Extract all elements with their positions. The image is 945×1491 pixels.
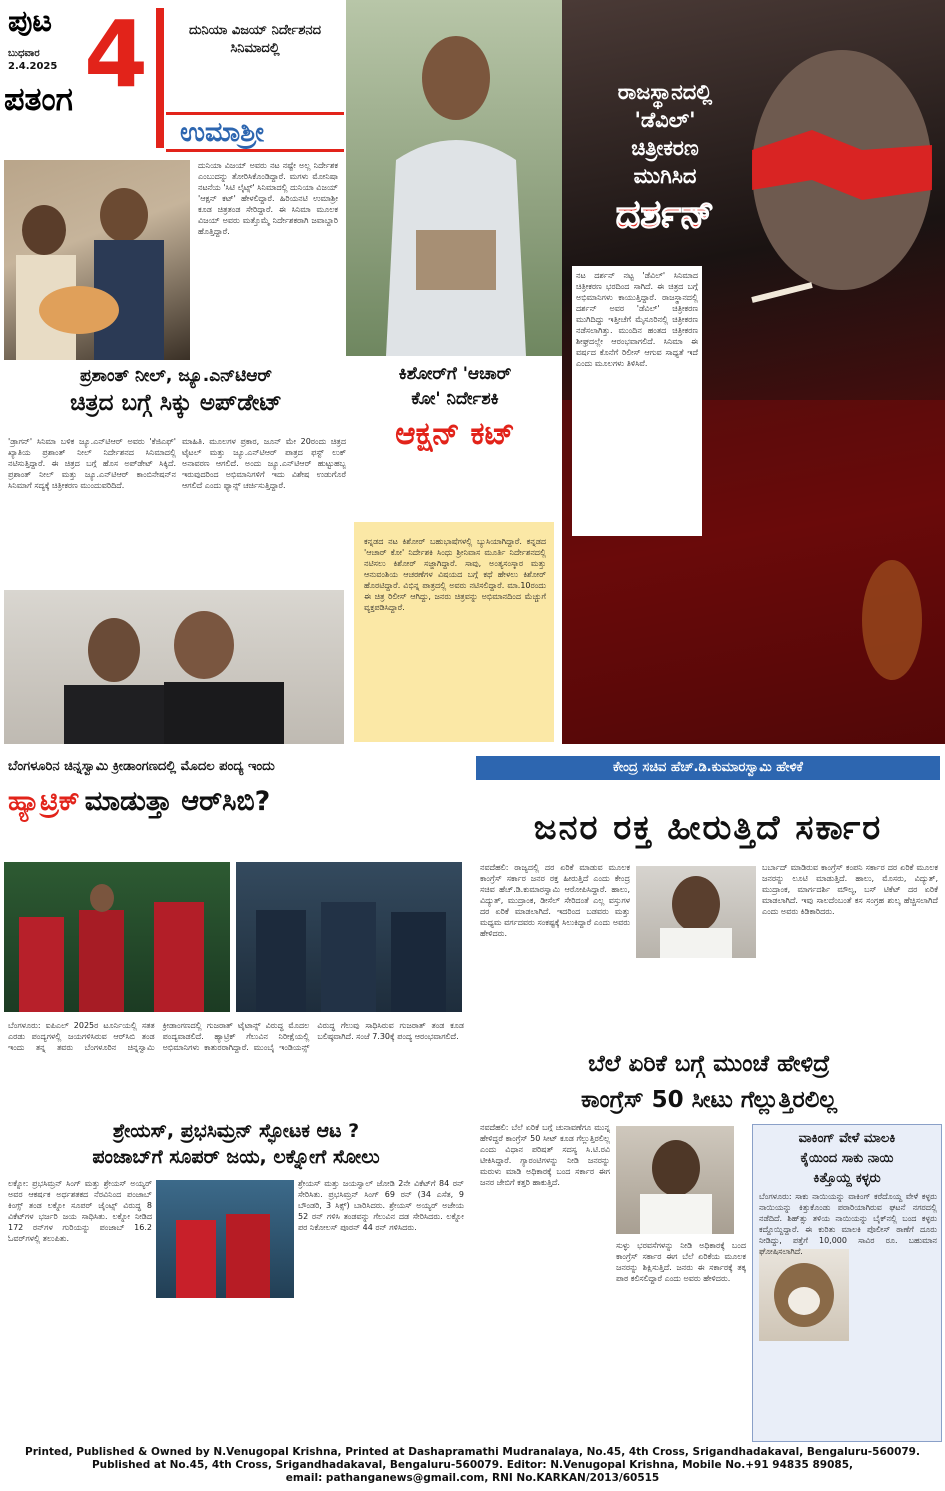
umashree-kicker: ದುನಿಯಾ ವಿಜಯ್ ನಿರ್ದೇಶನದ ಸಿನಿಮಾದಲ್ಲಿ (189, 23, 321, 56)
darshan-headline-3: ಚಿತ್ರೀಕರಣ (631, 136, 699, 160)
footer-line-3: email: pathanganews@gmail.com, RNI No.KARKAN/2013/60515 (285, 1472, 660, 1484)
umashree-photo (4, 160, 190, 360)
puta-label: ಪುಟ (8, 4, 53, 39)
darshan-headline-2: 'ಡೆವಿಲ್' (634, 108, 696, 132)
ct-headline-2: ಕಾಂಗ್ರೆಸ್ 50 ಸೀಟು ಗೆಲ್ಲುತ್ತಿರಲಿಲ್ಲ (580, 1087, 838, 1113)
rcb-photo-left (4, 862, 230, 1012)
ct-ravi-photo-graphic (616, 1126, 734, 1234)
kishore-headline-1: ಕಿಶೋರ್‌ಗೆ 'ಆಚಾರ್ (398, 364, 512, 384)
hdk-body-right: ಬರ್ಬಾದ್ ಮಾಡಿರುವ ಕಾಂಗ್ರೆಸ್ ಕಂಪನಿ ಸರ್ಕಾರ ದರ ಏರಿಕೆ ಮೂಲಕ ಜನರನ್ನು ಲೂಟಿ ಮಾಡುತ್ತಿದೆ. ಹಾಲು, ಮೊಸರು, ವಿದ್ಯುತ್, ಮುದ್ರಾಂಕ, ಮಾರ್ಗದರ್ಶಿ ಮೌಲ್ಯ, ಬಸ್ ಟಿಕೆಟ್ ದರ ಏರಿಕೆ ಮಾಡಲಾಗಿದೆ. ಇವು ಸಾಲದೆಂಬಂತೆ ಕಸ ಸಂಗ್ರಹ ಶುಲ್ಕ ಹೆಚ್ಚಿಸಲಾಗಿದೆ ಎಂದು ಅವರು ಕಿಡಿಕಾರಿದರು. (762, 863, 938, 916)
punjab-headline-1: ಶ್ರೇಯಸ್, ಪ್ರಭಸಿಮ್ರನ್ ಸ್ಫೋಟಕ ಆಟ ? (112, 1120, 360, 1142)
umashree-headline-bar (166, 112, 344, 152)
prashanth-headline (4, 364, 348, 418)
day-label: ಬುಧವಾರ (8, 48, 40, 59)
page-number: 4 (84, 1, 149, 108)
punjab-players-graphic (156, 1180, 294, 1298)
kishore-headline-3: ಆಕ್ಷನ್ ಕಟ್ (395, 416, 515, 452)
ct-photo (616, 1126, 734, 1234)
vijay-photo (346, 0, 566, 356)
dog-graphic (759, 1249, 849, 1341)
kishore-headline-2: ಕೋ' ನಿರ್ದೇಶಕಿ (411, 389, 499, 409)
ct-headline-1: ಬೆಲೆ ಏರಿಕೆ ಬಗ್ಗೆ ಮುಂಚೆ ಹೇಳಿದ್ರೆ (588, 1051, 830, 1077)
prashanth-photo (4, 590, 344, 744)
dog-story-box (752, 1124, 942, 1442)
dog-headline-2: ಕೈಯಿಂದ ಸಾಕು ನಾಯಿ (800, 1151, 894, 1166)
darshan-headline-1: ರಾಜಸ್ಥಾನದಲ್ಲಿ (617, 80, 713, 104)
footer-line-1: Printed, Published & Owned by N.Venugopal Krishna, Printed at Dashapramathi Mudranalaya, No.45, 4th Cross, Srigandhadakaval, Bengaluru-560079. (25, 1446, 920, 1458)
hdk-headline: ಜನರ ರಕ್ತ ಹೀರುತ್ತಿದೆ ಸರ್ಕಾರ (533, 808, 883, 848)
two-men-photo-graphic (4, 590, 344, 744)
rcb-headline-black: ಮಾಡುತ್ತಾ ಆರ್‌ಸಿಬಿ? (84, 786, 271, 817)
punjab-headline (6, 1118, 466, 1170)
punjab-body-right: ಶ್ರೇಯಸ್ ಮತ್ತು ಜಯಸ್ವಾಲ್ ಜೋಡಿ 2ನೇ ವಿಕೆಟ್‌ಗೆ 84 ರನ್ ಸೇರಿಸಿತು. ಪ್ರಭಸಿಮ್ರನ್ ಸಿಂಗ್ 69 ರನ್ (34 ಎಸೆತ, 9 ಬೌಂಡರಿ, 3 ಸಿಕ್ಸ್) ಬಾರಿಸಿದರು. ಶ್ರೇಯಸ್ ಅಯ್ಯರ್ ಅಜೇಯ 52 ರನ್ ಗಳಿಸಿ ತಂಡವನ್ನು ಗೆಲುವಿನ ದಡ ಸೇರಿಸಿದರು. ಲಕ್ನೋ ಪರ ನಿಕೋಲಸ್ ಪೂರನ್ 44 ರನ್ ಗಳಿಸಿದರು. (298, 1179, 464, 1232)
dog-photo (759, 1249, 849, 1341)
rcb-headline-red: ಹ್ಯಾಟ್ರಿಕ್ (8, 786, 80, 817)
darshan-body: ನಟ ದರ್ಶನ್ ನಟ್ಟ 'ಡೆವಿಲ್' ಸಿನಿಮಾದ ಚಿತ್ರೀಕರಣ ಭರದಿಂದ ಸಾಗಿದೆ. ಈ ಚಿತ್ರದ ಬಗ್ಗೆ ಅಭಿಮಾನಿಗಳು ಕಾಯುತ್ತಿದ್ದಾರೆ. ರಾಜಸ್ಥಾನದಲ್ಲಿ ದರ್ಶನ್ ಅವರ 'ಡೆವಿಲ್' ಚಿತ್ರೀಕರಣ ಮುಗಿದಿದ್ದು ಇತ್ತೀಚೆಗೆ ಮೈಸೂರಿನಲ್ಲಿ ಚಿತ್ರೀಕರಣ ನಡೆಸಲಾಗಿತ್ತು. ಮುಂದಿನ ಹಂತದ ಚಿತ್ರೀಕರಣ ಶೀಘ್ರದಲ್ಲೇ ಆರಂಭವಾಗಲಿದೆ. ಸಿನಿಮಾ ಈ ವರ್ಷದ ಕೊನೆಗೆ ರಿಲೀಸ್ ಆಗುವ ಸಾಧ್ಯತೆ ಇದೆ ಎಂದು ಮೂಲಗಳು ತಿಳಿಸಿವೆ. (572, 266, 702, 536)
rcb-headline (8, 786, 468, 818)
hdk-photo (636, 866, 756, 958)
ct-body-left: ನವದೆಹಲಿ: ಬೆಲೆ ಏರಿಕೆ ಬಗ್ಗೆ ಚುನಾವಣೆಗೂ ಮುನ್ನ ಹೇಳಿದ್ದರೆ ಕಾಂಗ್ರೆಸ್ 50 ಸೀಟ್ ಕೂಡ ಗೆಲ್ಲುತ್ತಿರಲಿಲ್ಲ ಎಂದು ವಿಧಾನ ಪರಿಷತ್ ಸದಸ್ಯ ಸಿ.ಟಿ.ರವಿ ಟೀಕಿಸಿದ್ದಾರೆ. ಗ್ಯಾರಂಟಿಗಳನ್ನು ನೀಡಿ ಜನರನ್ನು ಮರುಳು ಮಾಡಿ ಅಧಿಕಾರಕ್ಕೆ ಬಂದ ಸರ್ಕಾರ ಈಗ ಜನರ ಜೇಬಿಗೆ ಕತ್ತರಿ ಹಾಕುತ್ತಿದೆ. (480, 1123, 610, 1187)
masthead (0, 0, 166, 150)
footer-imprint (0, 1446, 945, 1485)
kumaraswamy-photo-graphic (636, 866, 756, 958)
section-name: ಪತಂಗ (4, 80, 73, 118)
dog-body: ಬೆಂಗಳೂರು: ಸಾಕು ನಾಯಿಯನ್ನು ವಾಕಿಂಗ್ ಕರೆದೊಯ್ದ ವೇಳೆ ಕಳ್ಳರು ನಾಯಿಯನ್ನು ಕಿತ್ತುಕೊಂಡು ಪರಾರಿಯಾಗಿರುವ ಘಟನೆ ನಗರದಲ್ಲಿ ನಡೆದಿದೆ. ಶಿಹ್‌ತ್ಸು ತಳಿಯ ನಾಯಿಯನ್ನು ಬೈಕ್‌ನಲ್ಲಿ ಬಂದ ಕಳ್ಳರು ಕದ್ದೊಯ್ದಿದ್ದಾರೆ. ಈ ಕುರಿತು ಮಾಲಕಿ ಪೊಲೀಸ್ ಠಾಣೆಗೆ ದೂರು ನೀಡಿದ್ದು, ಪತ್ತೆಗೆ 10,000 ಸಾವಿರ ರೂ. ಬಹುಮಾನ ಘೋಷಿಸಲಾಗಿದೆ. (759, 1192, 937, 1256)
dog-headline-1: ವಾಕಿಂಗ್ ವೇಳೆ ಮಾಲಕಿ (798, 1131, 896, 1146)
prashanth-headline-2: ಚಿತ್ರದ ಬಗ್ಗೆ ಸಿಕ್ಕು ಅಪ್‌ಡೇಟ್ (70, 390, 282, 416)
date-label: 2.4.2025 (8, 61, 58, 72)
footer-line-2: Published at No.45, 4th Cross, Srigandhadakaval, Bengaluru-560079. Editor: N.Venugopal Krishna, Mobile No.+91 94835 89085, (91, 1459, 853, 1471)
punjab-body-left: ಲಕ್ನೋ: ಪ್ರಭಸಿಮ್ರನ್ ಸಿಂಗ್ ಮತ್ತು ಶ್ರೇಯಸ್ ಅಯ್ಯರ್ ಅವರ ಆಕರ್ಷಕ ಅರ್ಧಶತಕದ ನೆರವಿನಿಂದ ಪಂಜಾಬ್ ಕಿಂಗ್ಸ್ ತಂಡ ಲಕ್ನೋ ಸೂಪರ್ ಜೈಂಟ್ಸ್ ವಿರುದ್ಧ 8 ವಿಕೆಟ್‌ಗಳ ಭರ್ಜರಿ ಜಯ ಸಾಧಿಸಿತು. ಲಕ್ನೋ ನೀಡಿದ 172 ರನ್‌ಗಳ ಗುರಿಯನ್ನು ಪಂಜಾಬ್ 16.2 ಓವರ್‌ಗಳಲ್ಲಿ ತಲುಪಿತು. (8, 1179, 152, 1243)
dog-headline (753, 1125, 941, 1189)
punjab-headline-2: ಪಂಜಾಬ್‌ಗೆ ಸೂಪರ್ ಜಯ, ಲಕ್ನೋಗೆ ಸೋಲು (92, 1146, 380, 1168)
kishore-body: ಕನ್ನಡದ ನಟ ಕಿಶೋರ್ ಬಹುಭಾಷೆಗಳಲ್ಲಿ ಬ್ಯುಸಿಯಾಗಿದ್ದಾರೆ. ಕನ್ನಡದ 'ಆಚಾರ್ ಕೋ' ನಿರ್ದೇಶಕಿ ಸಿಂಧು ಶ್ರೀನಿವಾಸ ಮೂರ್ತಿ ನಿರ್ದೇಶನದಲ್ಲಿ ನಟಿಸಲು ಕಿಶೋರ್ ಸಜ್ಜಾಗಿದ್ದಾರೆ. ಸಾವು, ಅಂತ್ಯಸಂಸ್ಕಾರ ಮತ್ತು ಆನುವಂಶಿಯ ಆಚರಣೆಗಳ ವಿಷಯದ ಬಗ್ಗೆ ಕಥೆ ಹೇಳಲು ಕಿಶೋರ್ ಹೊರಟಿದ್ದಾರೆ. ವಿಭಿನ್ನ ಪಾತ್ರದಲ್ಲಿ ಅವರು ನಟಿಸಲಿದ್ದಾರೆ. ಮಾ.10ರಂದು ಈ ಚಿತ್ರ ರಿಲೀಸ್ ಆಗಿದ್ದು, ಜನರು ಚಿತ್ರವನ್ನು ಅಭಿಮಾನದಿಂದ ಮೆಚ್ಚುಗೆ ವ್ಯಕ್ತಪಡಿಸಿದ್ದಾರೆ. (354, 522, 554, 742)
people-photo-graphic (4, 160, 190, 360)
hdk-kicker-bar (476, 756, 940, 780)
ct-headline (478, 1046, 940, 1118)
rcb-body: ಬೆಂಗಳೂರು: ಐಪಿಎಲ್ 2025ರ ಟೂರ್ನಿಯಲ್ಲಿ ಸತತ ಎರಡು ಪಂದ್ಯಗಳಲ್ಲಿ ಜಯಗಳಿಸಿರುವ ಆರ್‌ಸಿಬಿ ತಂಡ ಇಂದು ತನ್ನ ತವರು ಬೆಂಗಳೂರಿನ ಚಿನ್ನಸ್ವಾಮಿ ಕ್ರೀಡಾಂಗಣದಲ್ಲಿ ಗುಜರಾತ್ ಟೈಟಾನ್ಸ್ ವಿರುದ್ಧ ಮೊದಲ ಪಂದ್ಯವಾಡಲಿದೆ. ಹ್ಯಾಟ್ರಿಕ್ ಗೆಲುವಿನ ನಿರೀಕ್ಷೆಯಲ್ಲಿ ಅಭಿಮಾನಿಗಳು ಕಾತುರರಾಗಿದ್ದಾರೆ. ಮುಂಬೈ ಇಂಡಿಯನ್ಸ್ ವಿರುದ್ಧ ಗೆಲುವು ಸಾಧಿಸಿರುವ ಗುಜರಾತ್ ತಂಡ ಕೂಡ ಬಲಿಷ್ಠವಾಗಿದೆ. ಸಂಜೆ 7.30ಕ್ಕೆ ಪಂದ್ಯ ಆರಂಭವಾಗಲಿದೆ. (8, 1021, 464, 1052)
darshan-headline (565, 78, 765, 238)
umashree-headline: ಉಮಾಶ್ರೀ (180, 117, 264, 148)
prashanth-body-left: 'ಡ್ರಾಗನ್' ಸಿನಿಮಾ ಬಳಿಕ ಜ್ಯೂ.ಎನ್‌ಟಿಆರ್ ಅವರು 'ಕೆಜಿಎಫ್' ಖ್ಯಾತಿಯ ಪ್ರಶಾಂತ್ ನೀಲ್ ನಿರ್ದೇಶನದ ಸಿನಿಮಾದಲ್ಲಿ ನಟಿಸುತ್ತಿದ್ದಾರೆ. ಈ ಚಿತ್ರದ ಬಗ್ಗೆ ಹೊಸ ಅಪ್‌ಡೇಟ್ ಸಿಕ್ಕಿದೆ. ಪ್ರಶಾಂತ್ ನೀಲ್ ಮತ್ತು ಜ್ಯೂ.ಎನ್‌ಟಿಆರ್ ಕಾಂಬಿನೇಷನ್‌ನ ಸಿನಿಮಾಗೆ ಸದ್ಯಕ್ಕೆ ಚಿತ್ರೀಕರಣ ಮುಂದುವರಿದಿದೆ. (8, 437, 176, 490)
rcb-kicker: ಬೆಂಗಳೂರಿನ ಚಿನ್ನಸ್ವಾಮಿ ಕ್ರೀಡಾಂಗಣದಲ್ಲಿ ಮೊದಲ ಪಂದ್ಯ ಇಂದು (8, 759, 275, 774)
punjab-photo (156, 1180, 294, 1298)
gt-players-graphic (236, 862, 462, 1012)
prashanth-headline-1: ಪ್ರಶಾಂತ್ ನೀಲ್, ಜ್ಯೂ.ಎನ್‌ಟಿಆರ್ (80, 366, 272, 386)
rcb-players-graphic (4, 862, 230, 1012)
prashanth-body-right: ಮಾಹಿತಿ. ಮೂಲಗಳ ಪ್ರಕಾರ, ಜೂನ್ ಮೇ 20ರಂದು ಚಿತ್ರದ ಟೈಟಲ್ ಮತ್ತು ಜ್ಯೂ.ಎನ್‌ಟಿಆರ್ ಪಾತ್ರದ ಫಸ್ಟ್ ಲುಕ್ ಅನಾವರಣ ಆಗಲಿದೆ. ಅಂದು ಜ್ಯೂ.ಎನ್‌ಟಿಆರ್ ಹುಟ್ಟುಹಬ್ಬ ಇರುವುದರಿಂದ ಅಭಿಮಾನಿಗಳಿಗೆ ಇದು ವಿಶೇಷ ಉಡುಗೊರೆ ಆಗಲಿದೆ ಎಂದು ಫ್ಯಾನ್ಸ್ ಚರ್ಚಿಸುತ್ತಿದ್ದಾರೆ. (182, 437, 346, 490)
umashree-body: ದುನಿಯಾ ವಿಜಯ್ ಅವರು ನಟ ನಷ್ಟೇ ಅಲ್ಲ ನಿರ್ದೇಶಕ ಎಂಬುದನ್ನು ತೋರಿಸಿಕೊಂಡಿದ್ದಾರೆ. ಮಗಳು ಮೋನಿಷಾ ನಟನೆಯ 'ಸಿಟಿ ಲೈಟ್ಸ್' ಸಿನಿಮಾದಲ್ಲಿ ದುನಿಯಾ ವಿಜಯ್ 'ಆಕ್ಷನ್ ಕಟ್' ಹೇಳಲಿದ್ದಾರೆ. ಹಿರಿಯನಟಿ ಉಮಾಶ್ರೀ ಕೂಡ ಚಿತ್ರತಂಡ ಸೇರಿದ್ದಾರೆ. ಈ ಸಿನಿಮಾ ಮೂಲಕ ವಿಜಯ್ ಅವರು ಮತ್ತೊಮ್ಮೆ ನಿರ್ದೇಶಕರಾಗಿ ಜವಾಬ್ದಾರಿ ಹೊತ್ತಿದ್ದಾರೆ. (198, 161, 338, 236)
gt-photo-right (236, 862, 462, 1012)
ct-body-right: ಸುಳ್ಳು ಭರವಸೆಗಳನ್ನು ನೀಡಿ ಅಧಿಕಾರಕ್ಕೆ ಬಂದ ಕಾಂಗ್ರೆಸ್ ಸರ್ಕಾರ ಈಗ ಬೆಲೆ ಏರಿಕೆಯ ಮೂಲಕ ಜನರನ್ನು ಶಿಕ್ಷಿಸುತ್ತಿದೆ. ಜನರು ಈ ಸರ್ಕಾರಕ್ಕೆ ತಕ್ಕ ಪಾಠ ಕಲಿಸಲಿದ್ದಾರೆ ಎಂದು ಅವರು ಹೇಳಿದರು. (616, 1241, 746, 1283)
hdk-body-left: ನವದೆಹಲಿ: ರಾಜ್ಯದಲ್ಲಿ ದರ ಏರಿಕೆ ಮಾಡುವ ಮೂಲಕ ಕಾಂಗ್ರೆಸ್ ಸರ್ಕಾರ ಜನರ ರಕ್ತ ಹೀರುತ್ತಿದೆ ಎಂದು ಕೇಂದ್ರ ಸಚಿವ ಹೆಚ್.ಡಿ.ಕುಮಾರಸ್ವಾಮಿ ಆರೋಪಿಸಿದ್ದಾರೆ. ಹಾಲು, ವಿದ್ಯುತ್, ಮುದ್ರಾಂಕ, ಡೀಸೆಲ್ ಸೇರಿದಂತೆ ಎಲ್ಲ ವಸ್ತುಗಳ ದರ ಏರಿಕೆ ಮಾಡಲಾಗಿದೆ. ಇದರಿಂದ ಬಡವರು ಮತ್ತು ಮಧ್ಯಮ ವರ್ಗದವರು ಸಂಕಷ್ಟಕ್ಕೆ ಸಿಲುಕಿದ್ದಾರೆ ಎಂದು ಅವರು ಹೇಳಿದರು. (480, 863, 630, 938)
man-photo-graphic (346, 0, 566, 356)
kishore-headline (352, 362, 558, 456)
dog-headline-3: ಕಿತ್ತೊಯ್ದ ಕಳ್ಳರು (813, 1171, 881, 1186)
darshan-headline-5: ದರ್ಶನ್ (615, 192, 715, 236)
masthead-red-bar (156, 8, 164, 148)
hdk-kicker: ಕೇಂದ್ರ ಸಚಿವ ಹೆಚ್.ಡಿ.ಕುಮಾರಸ್ವಾಮಿ ಹೇಳಿಕೆ (613, 760, 803, 775)
darshan-headline-4: ಮುಗಿಸಿದ (633, 164, 697, 188)
